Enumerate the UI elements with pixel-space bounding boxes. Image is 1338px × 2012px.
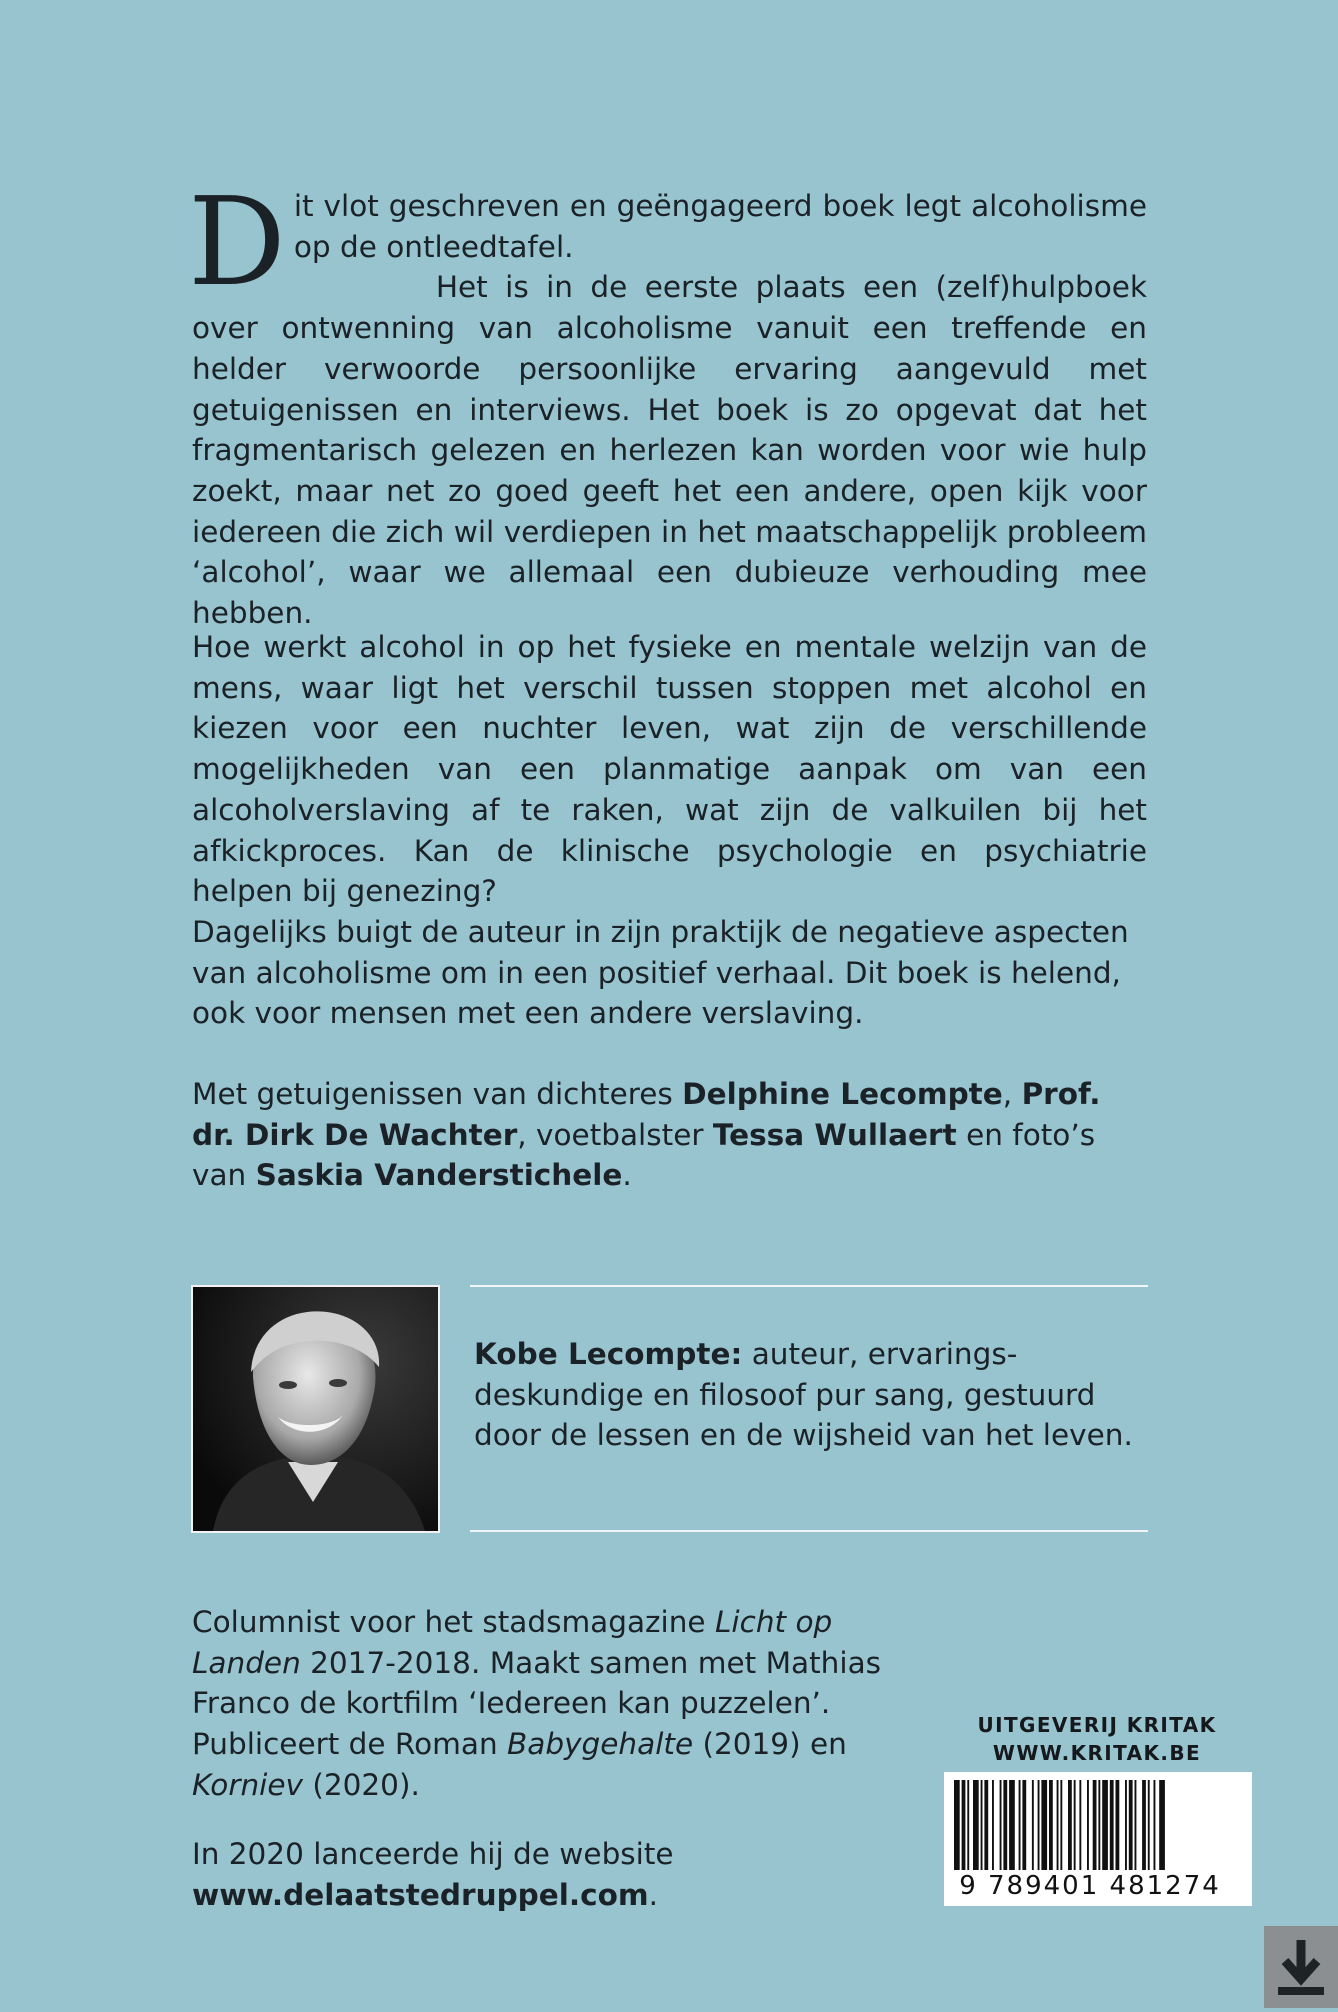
barcode-bar	[1159, 1780, 1165, 1870]
testimonial-name: Prof. dr. Dirk De Wachter	[192, 1077, 1101, 1152]
publisher-block	[940, 1711, 1254, 1767]
barcode-bar	[1154, 1780, 1156, 1870]
testimonials-text: en foto’s van	[192, 1117, 1096, 1193]
barcode-bar	[1102, 1780, 1108, 1870]
barcode-bar	[967, 1780, 969, 1870]
website-link[interactable]: www.delaatstedruppel.com	[192, 1877, 649, 1912]
testimonials-text: , voetbalster	[517, 1117, 713, 1152]
barcode-bar	[1079, 1780, 1081, 1870]
barcode-bar	[1041, 1780, 1047, 1870]
barcode-bar	[1087, 1780, 1089, 1870]
drop-cap: D	[188, 171, 286, 313]
author-bio	[474, 1334, 1154, 1456]
columnist-text: (2019) en	[693, 1727, 847, 1762]
intro-body: Het is in de eerste plaats een (zelf)hulpboek over ontwenning van alcoholisme vanuit een treffende en helder verwoorde persoonlijke ervaring aangevuld met getuigenissen en interviews. Het boek is zo opgevat dat het fragmentarisch gelezen en herlezen kan worden voor wie hulp zoekt, maar net zo goed geeft het een andere, open kijk voor iedereen die zich wil verdiepen in het maatschappelijk probleem ‘alcohol’, waar we allemaal een dubieuze verhouding mee hebben.	[192, 270, 1147, 631]
barcode-bar	[1003, 1780, 1007, 1870]
barcode-bar	[962, 1780, 966, 1870]
barcode-bar	[1000, 1780, 1002, 1870]
magazine-title: Licht op Landen	[192, 1605, 833, 1680]
barcode-bar	[1032, 1780, 1034, 1870]
top-divider	[470, 1285, 1148, 1287]
barcode-bar	[1116, 1780, 1120, 1870]
download-icon[interactable]	[1264, 1926, 1338, 2008]
barcode-bar	[1068, 1780, 1072, 1870]
barcode-bar	[1049, 1780, 1053, 1870]
website-intro: In 2020 lanceerde hij de website	[192, 1837, 674, 1871]
download-arrow-icon	[1264, 1926, 1338, 2008]
testimonial-name: Delphine Lecompte	[682, 1077, 1003, 1111]
testimonial-name: Tessa Wullaert	[712, 1117, 957, 1152]
author-portrait-image	[193, 1287, 438, 1531]
paragraph-3: Dagelijks buigt de auteur in zijn praktijk de negatieve aspecten van alcoholisme om in een positief verhaal. Dit boek is helend, ook voor mensen met een andere verslaving.	[192, 915, 1129, 1031]
testimonials-paragraph	[192, 1074, 1147, 1196]
barcode-bar	[984, 1780, 988, 1870]
barcode-bar	[1057, 1780, 1059, 1870]
website-paragraph	[192, 1834, 912, 1915]
barcode-bar	[1074, 1780, 1076, 1870]
barcode-bar	[1148, 1780, 1150, 1870]
barcode-bar	[1009, 1780, 1015, 1870]
columnist-text: 2017-2018. Maakt samen met Mathias Franco de kortfilm ‘Iedereen kan puzzelen’. Publiceert de Roman	[192, 1645, 882, 1762]
publisher-url[interactable]: WWW.KRITAK.BE	[992, 1741, 1202, 1765]
barcode-bar	[1060, 1780, 1062, 1870]
barcode-bar	[1125, 1780, 1127, 1870]
testimonials-end: .	[622, 1158, 632, 1193]
website-end: .	[648, 1877, 659, 1912]
barcode-bar	[1022, 1780, 1026, 1870]
book-title: Babygehalte	[507, 1727, 694, 1762]
barcode-bar	[1135, 1780, 1137, 1870]
intro-paragraph	[188, 171, 1147, 634]
barcode-bar	[1098, 1780, 1100, 1870]
columnist-text: Columnist voor het stadsmagazine	[192, 1605, 715, 1639]
barcode-bar	[981, 1780, 983, 1870]
author-description: auteur, ervarings-deskundige en filosoof pur sang, gestuurd door de lessen en de wijsheid van het leven.	[474, 1337, 1133, 1453]
intro-first-sentence: it vlot geschreven en geëngageerd boek legt alcoholisme op de ontleedtafel.	[293, 189, 1147, 264]
testimonials-separator: ,	[1002, 1077, 1022, 1111]
author-photo	[191, 1285, 440, 1533]
bottom-divider	[470, 1530, 1148, 1532]
paragraph-2: Hoe werkt alcohol in op het fysieke en mentale welzijn van de mens, waar ligt het verschil tussen stoppen met alcohol en kiezen voor een nuchter leven, wat zijn de verschillende mogelijkheden van een planmatige aanpak om van een alcoholverslaving af te raken, wat zijn de valkuilen bij het afkickproces. Kan de klinische psychologie en psychiatrie helpen bij genezing?	[192, 630, 1147, 909]
barcode	[944, 1772, 1252, 1906]
barcode-bar	[1019, 1780, 1021, 1870]
barcode-bar	[992, 1780, 994, 1870]
barcode-bar	[1142, 1780, 1146, 1870]
columnist-text: (2020).	[302, 1767, 420, 1802]
testimonial-name: Saskia Vanderstichele	[255, 1158, 623, 1193]
barcode-isbn: 9 789401 481274	[944, 1870, 1236, 1902]
barcode-bar	[1038, 1780, 1040, 1870]
barcode-bar	[1110, 1780, 1114, 1870]
author-name: Kobe Lecompte:	[474, 1337, 743, 1371]
publisher-name: UITGEVERIJ KRITAK	[977, 1713, 1217, 1737]
book-title: Korniev	[192, 1767, 303, 1802]
testimonials-prefix: Met getuigenissen van dichteres	[192, 1077, 683, 1111]
barcode-bar	[973, 1780, 979, 1870]
barcode-bar	[954, 1780, 960, 1870]
columnist-paragraph	[192, 1602, 912, 1806]
barcode-bar	[1093, 1780, 1097, 1870]
barcode-bar	[1129, 1780, 1133, 1870]
